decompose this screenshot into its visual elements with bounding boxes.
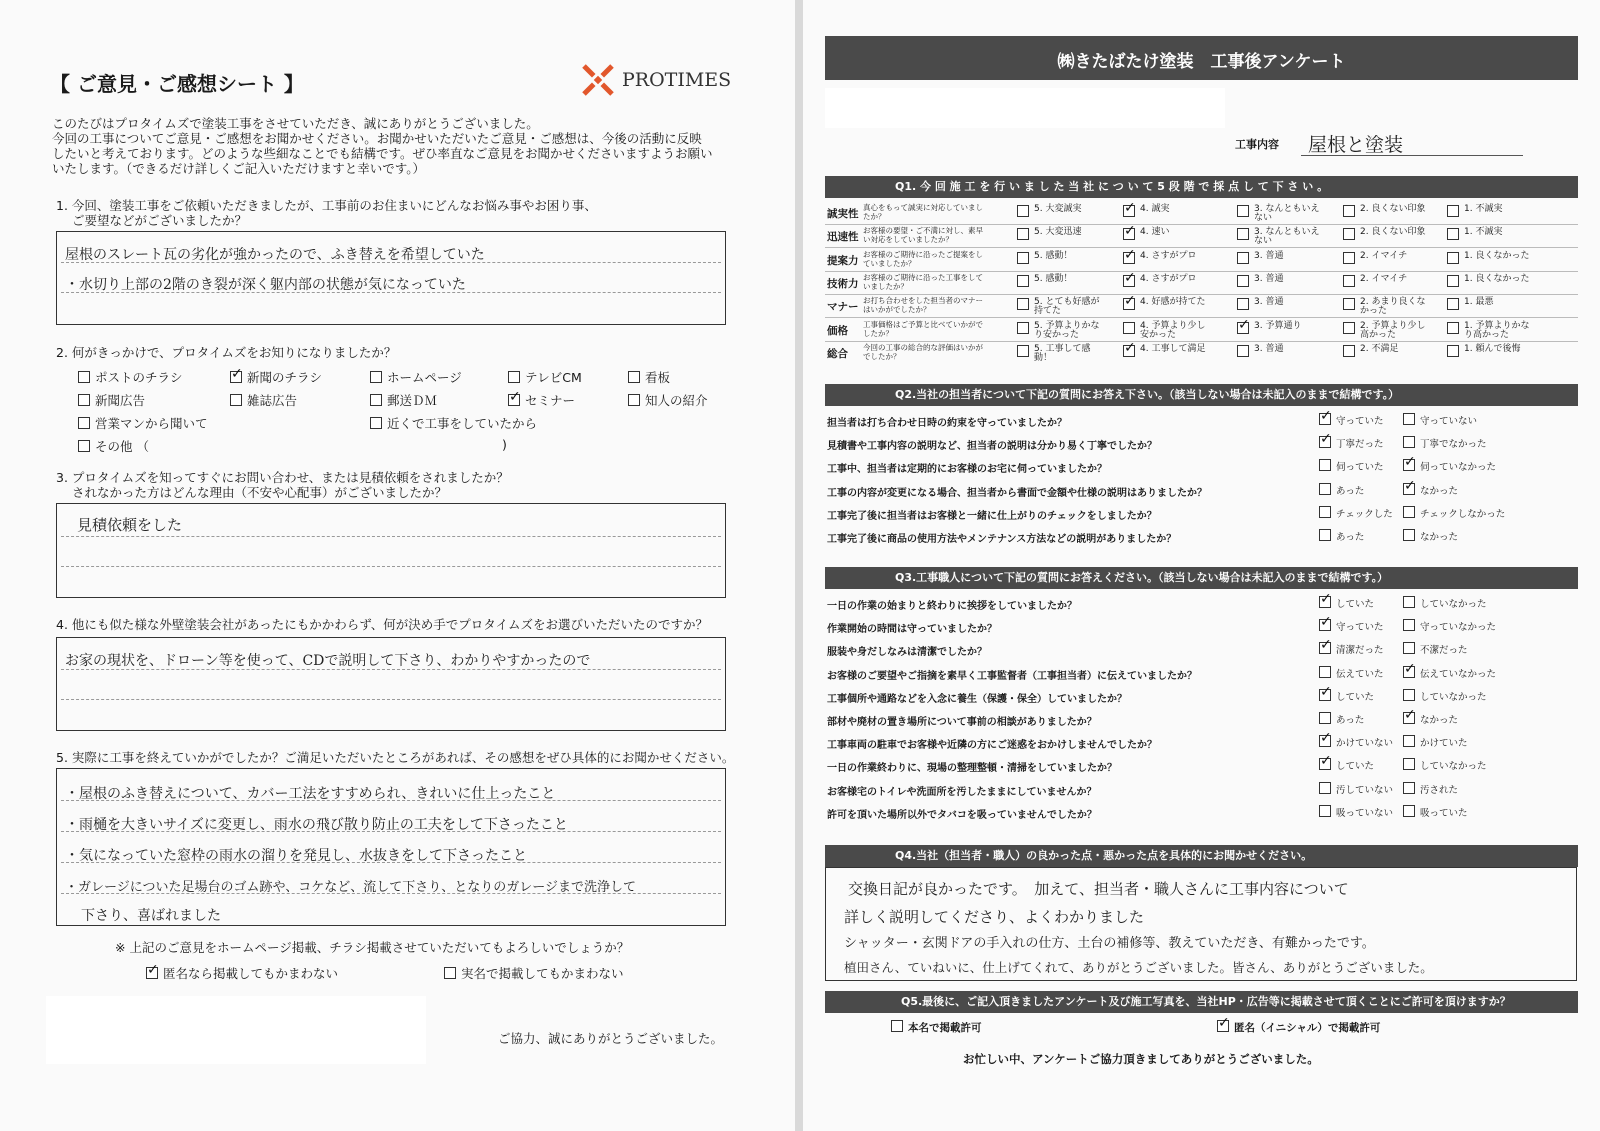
q3-answer-box[interactable] [56,503,726,598]
intro-line-4: いたします。（できるだけ詳しくご記入いただけますと幸いです。） [52,161,426,176]
answer-option-b[interactable]: 守っていない [1403,413,1477,427]
checkbox[interactable] [1343,322,1355,334]
q3-row [825,640,1578,662]
checkbox[interactable] [1319,712,1331,724]
q1-option[interactable]: ✓ 4. さすがプロ [1123,275,1196,289]
answer-option-a[interactable]: 伺っていた [1319,459,1384,473]
question-text: 許可を頂いた場所以外でタバコを吸っていませんでしたか？ [827,809,1097,821]
protimes-logo-icon [578,60,618,100]
q2-option-newspaper-ad[interactable]: 新聞広告 [78,391,145,409]
checkbox[interactable] [1403,596,1415,608]
question-text: 担当者は打ち合わせ日時の約束を守っていましたか？ [827,418,1067,429]
checkbox-checked[interactable] [1319,596,1331,608]
question-text: 部材や廃材の置き場所について事前の相談がありましたか？ [827,717,1097,728]
checkbox[interactable] [1447,275,1459,287]
publish-question: ※ 上記のご意見をホームページ掲載、チラシ掲載させていただいてもよろしいでしょうか？ [115,940,630,955]
checkbox[interactable] [1403,436,1415,448]
q1-option[interactable]: 2. イマイチ [1343,252,1407,266]
checkbox[interactable] [370,371,382,383]
answer-option-b[interactable]: ✓ なかった [1403,483,1458,497]
q1-option[interactable]: 1. 良くなかった [1447,275,1529,289]
checkbox-checked[interactable] [1123,345,1135,357]
survey-header [825,36,1578,80]
checkbox[interactable] [508,371,520,383]
answer-option-b[interactable]: していなかった [1403,758,1487,772]
q1-row-label: マナー [827,301,859,314]
q1-option[interactable]: 1. 予算よりかなり高かった [1447,322,1536,340]
checkbox[interactable] [1237,345,1249,357]
q1-option[interactable]: 3. 普通 [1237,298,1283,312]
q1-option[interactable]: 2. 良くない印象 [1343,205,1425,219]
checkbox[interactable] [370,394,382,406]
q1-title-bar: Q1. 今 回 施 工 を 行 い ま し た 当 社 に つ い て 5 段 階 で 採 点 し て 下 さ い 。 [825,176,1578,198]
right-page [803,0,1600,1131]
checkbox[interactable] [1403,642,1415,654]
q2-option-post-flyer[interactable]: ポストのチラシ [78,368,183,386]
checkbox[interactable] [1017,345,1029,357]
q1-row [825,225,1578,248]
checkbox[interactable] [1319,666,1331,678]
answer-option-b[interactable]: 汚された [1403,782,1458,796]
checkbox-checked[interactable] [1123,228,1135,240]
q2-row [825,481,1578,503]
checkbox[interactable] [1237,228,1249,240]
q2-option-direct-mail[interactable]: 郵送ＤＭ [370,391,437,409]
answer-option-a[interactable]: 汚していない [1319,782,1393,796]
checkbox[interactable] [1403,529,1415,541]
q1-option[interactable]: 5. 工事して感動！ [1017,345,1106,363]
answer-option-a[interactable]: チェックした [1319,506,1393,520]
q1-option[interactable]: ✓3. 予算通り [1237,322,1301,336]
q5-answer-3: ・気になっていた窓枠の雨水の溜りを発見し、水抜きをして下さったこと [65,848,527,864]
work-label: 工事内容 [1235,138,1279,151]
q1-option[interactable]: 3. 普通 [1237,275,1283,289]
checkbox-checked[interactable] [146,967,158,979]
q3-row [825,756,1578,778]
checkbox[interactable] [1403,782,1415,794]
checkbox[interactable] [230,394,242,406]
answer-option-a[interactable]: ✓ していた [1319,758,1374,772]
q1-option[interactable]: 4. 予算より少し安かった [1123,322,1212,340]
q1-row-question: お客様のご期待に沿ったご提案をしていましたか？ [863,249,983,268]
checkbox[interactable] [1017,275,1029,287]
checkbox[interactable] [1237,275,1249,287]
question-text: 工事完了後に担当者はお客様と一緒に仕上がりのチェックをしましたか？ [827,510,1157,522]
q3-row [825,594,1578,616]
checkbox[interactable] [78,440,90,452]
q1-option[interactable]: ✓ 4. さすがプロ [1123,252,1196,266]
q2-row [825,411,1578,433]
survey-header-title: ㈱きたばたけ塗装 工事後アンケート [1057,52,1346,72]
q5-answer-1: ・屋根のふき替えについて、カバー工法をすすめられ、きれいに仕上ったこと [65,786,556,802]
checkbox[interactable] [1447,298,1459,310]
q2-option-salesperson[interactable]: 営業マンから聞いて [78,414,208,432]
answer-option-b[interactable]: していなかった [1403,596,1487,610]
answer-option-a[interactable]: ✓ かけていない [1319,735,1393,749]
q1-option[interactable]: 1. 不誠実 [1447,205,1502,219]
checkbox[interactable] [1343,252,1355,264]
work-value: 屋根と塗装 [1308,134,1404,156]
checkbox[interactable] [78,371,90,383]
question-text: 作業開始の時間は守っていましたか？ [827,624,997,636]
answer-option-a[interactable]: ✓ 守っていた [1319,619,1384,633]
q2-option-newspaper-flyer[interactable]: ✓ 新聞のチラシ [230,368,322,386]
q1-option[interactable]: ✓ 4. 誠実 [1123,205,1169,219]
checkbox-checked[interactable] [1319,758,1331,770]
question-text: お客様宅のトイレや洗面所を汚したままにしていませんか？ [827,786,1097,798]
question-text: 工事車両の駐車でお客様や近隣の方にご迷惑をおかけしませんでしたか？ [827,740,1157,752]
q1-option[interactable]: 1. 最悪 [1447,298,1493,312]
checkbox-checked[interactable] [1319,642,1331,654]
checkbox[interactable] [891,1020,903,1032]
q1-option[interactable]: ✓ 4. 速い [1123,228,1169,242]
q1-row [825,295,1578,318]
checkbox[interactable] [1017,228,1029,240]
q1-option[interactable]: 2. 予算より少し高かった [1343,322,1432,340]
question-text: 一日の作業終わりに、現場の整理整頓・清掃をしていましたか？ [827,763,1117,775]
q2-title-bar: Q2.当社の担当者について下記の質問にお答え下さい。（該当しない場合は未記入のままで結構です。） [825,384,1578,406]
checkbox-checked[interactable] [1403,712,1415,724]
checkbox[interactable] [1319,459,1331,471]
question-text: 見積書や工事内容の説明など、担当者の説明は分かり易く丁寧でしたか？ [827,441,1157,453]
q5-answer-box[interactable] [56,768,726,926]
checkbox-checked[interactable] [1237,322,1249,334]
publish-option-real-name[interactable]: 実名で掲載してもかまわない [444,964,624,982]
checkbox-checked[interactable] [1123,205,1135,217]
q3-answer-1: 見積依頼をした [77,516,183,534]
checkbox[interactable] [1319,483,1331,495]
question-text: 一日の作業の始まりと終わりに挨拶をしていましたか？ [827,601,1077,612]
q2-option-tv-cm[interactable]: テレビCM [508,368,582,386]
q4-answer-3: シャッター・玄関ドアの手入れの仕方、土台の補修等、教えていただき、有難かったです。 [844,936,1375,951]
q1-option[interactable]: 3. 普通 [1237,345,1283,359]
question-text: 服装や身だしなみは清潔でしたか？ [827,647,987,659]
checkbox[interactable] [1403,689,1415,701]
q1-option[interactable]: 3. 普通 [1237,252,1283,266]
answer-option-a[interactable]: 吸っていない [1319,805,1393,819]
q3-text-1: 3. プロタイムズを知ってすぐにお問い合わせ、または見積依頼をされましたか？ [56,470,509,485]
q1-option[interactable]: 1. 頼んで後悔 [1447,345,1520,359]
q1-option[interactable]: ✓4. 工事して満足 [1123,345,1205,359]
q5-title-bar: Q5.最後に、ご記入頂きましたアンケート及び施工写真を、当社HP・広告等に掲載させて頂くことにご許可を頂けますか？ [825,991,1578,1013]
q4-answer-box[interactable] [56,637,726,731]
q1-text-1: 1. 今回、塗装工事をご依頼いただきましたが、工事前のお住まいにどんなお悩み事やお困り事、 [56,198,597,213]
sheet-title: 【 ご意見・ご感想シート 】 [50,72,304,96]
q1-row-question: 工事価格はご予算と比べていかがでしたか？ [863,319,983,338]
q5-text: 5. 実際に工事を終えていかがでしたか？ご満足いただいたところがあれば、その感想をぜひ具体的にお聞かせください。 [56,750,735,765]
q1-text-2: ご要望などがございましたか？ [72,213,248,228]
answer-option-b[interactable]: チェックしなかった [1403,506,1505,520]
q1-row [825,319,1578,342]
checkbox-checked[interactable] [508,394,520,406]
checkbox-checked[interactable] [1123,298,1135,310]
intro-line-3: したいと考えております。どのような些細なことでも結構です。ぜひ率直なご意見をお聞かせくださいますようお願い [52,146,713,161]
q1-option[interactable]: 1. 不誠実 [1447,228,1502,242]
answer-option-b[interactable]: かけていた [1403,735,1468,749]
q1-row-label: 技術力 [827,277,859,290]
q5-answer-2: ・雨樋を大きいサイズに変更し、雨水の飛び散り防止の工夫をして下さったこと [65,817,568,833]
answer-option-a[interactable]: あった [1319,529,1364,543]
q2-option-signboard[interactable]: 看板 [628,368,670,386]
q2-option-nearby-work[interactable]: 近くで工事をしていたから [370,414,537,432]
q1-row-label: 誠実性 [827,208,859,220]
redacted-area [46,996,426,1064]
answer-option-a[interactable]: あった [1319,712,1364,726]
answer-option-a[interactable]: あった [1319,483,1364,497]
checkbox[interactable] [78,394,90,406]
q1-option[interactable]: 5. 大変誠実 [1017,205,1081,219]
q2-option-referral[interactable]: 知人の紹介 [628,391,708,409]
answer-option-a[interactable]: 伝えていた [1319,666,1384,680]
q3-title-bar: Q3.工事職人について下記の質問にお答えください。（該当しない場合は未記入のままで結構です。） [825,567,1578,589]
q4-answer-box[interactable] [825,867,1577,981]
checkbox-checked[interactable] [230,371,242,383]
answer-option-b[interactable]: ✓ 伝えていなかった [1403,666,1496,680]
checkbox-checked[interactable] [1319,689,1331,701]
checkbox[interactable] [1343,205,1355,217]
q1-option[interactable]: 2. 良くない印象 [1343,228,1425,242]
q2-option-seminar[interactable]: ✓ セミナー [508,391,575,409]
answer-option-a[interactable]: ✓ していた [1319,689,1374,703]
q1-option[interactable]: 5. 予算よりかなり安かった [1017,322,1106,340]
checkbox[interactable] [1343,345,1355,357]
q1-row-question: 真心をもって誠実に対応していましたか？ [863,203,983,221]
answer-option-b[interactable]: ✓ なかった [1403,712,1458,726]
redacted-area [825,88,1225,128]
checkbox-checked[interactable] [1319,619,1331,631]
q1-option[interactable]: 3. なんともいえない [1237,228,1326,246]
question-text: 工事の内容が変更になる場合、担当者から書面で金額や仕様の説明はありましたか？ [827,487,1207,499]
checkbox[interactable] [1447,205,1459,217]
checkbox[interactable] [444,967,456,979]
checkbox[interactable] [1343,275,1355,287]
checkbox[interactable] [1403,506,1415,518]
q1-option[interactable]: 5. 大変迅速 [1017,228,1081,242]
answer-option-a[interactable]: ✓ 丁寧だった [1319,436,1384,450]
q1-row-question: お客様のご期待に沿った工事をしていましたか？ [863,272,983,291]
checkbox[interactable] [78,417,90,429]
answer-option-b[interactable]: 丁寧でなかった [1403,436,1487,450]
checkbox[interactable] [1017,298,1029,310]
answer-option-b[interactable]: 守っていなかった [1403,619,1496,633]
checkbox-checked[interactable] [1319,436,1331,448]
q3-row [825,710,1578,732]
q4-answer-2: 詳しく説明してくださり、よくわかりました [844,908,1145,926]
checkbox[interactable] [1447,322,1459,334]
checkbox[interactable] [1403,619,1415,631]
checkbox[interactable] [1123,322,1135,334]
q1-option[interactable]: 3. なんともいえない [1237,205,1326,223]
answer-option-b[interactable]: ✓ 伺っていなかった [1403,459,1496,473]
intro-line-1: このたびはプロタイムズで塗装工事をさせていただき、誠にありがとうございました。 [52,116,539,131]
q5-option-real-name[interactable]: 本名で掲載許可 [891,1020,982,1035]
checkbox[interactable] [1343,228,1355,240]
checkbox[interactable] [628,371,640,383]
checkbox[interactable] [1017,322,1029,334]
q2-option-magazine-ad[interactable]: 雑誌広告 [230,391,297,409]
q5-option-initials[interactable]: ✓ 匿名（イニシャル）で掲載許可 [1217,1020,1380,1035]
q1-row [825,249,1578,272]
checkbox-checked[interactable] [1403,666,1415,678]
q1-row [825,272,1578,295]
q3-row [825,687,1578,709]
answer-option-b[interactable]: していなかった [1403,689,1487,703]
answer-option-a[interactable]: ✓ 清潔だった [1319,642,1384,656]
q3-row [825,803,1578,825]
q4-title-bar: Q4.当社（担当者・職人）の良かった点・悪かった点を具体的にお聞かせください。 [825,845,1578,867]
q1-option[interactable]: 2. あまり良くなかった [1343,298,1432,316]
q5-answer-5: 下さり、喜ばれました [81,908,221,924]
q1-row-label: 価格 [827,324,848,337]
q4-answer-4: 植田さん、ていねいに、仕上げてくれて、ありがとうございました。皆さん、ありがとうございました。 [844,960,1433,975]
question-text: 工事中、担当者は定期的にお客様のお宅に伺っていましたか？ [827,464,1107,476]
q1-row-label: 迅速性 [827,231,859,244]
question-text: お客様のご要望やご指摘を素早く工事監督者（工事担当者）に伝えていましたか？ [827,670,1197,682]
q1-option[interactable]: 5. 感動！ [1017,252,1072,266]
checkbox[interactable] [1319,506,1331,518]
checkbox[interactable] [1403,413,1415,425]
q1-option[interactable]: 1. 良くなかった [1447,252,1529,266]
q2-row [825,527,1578,549]
q1-row-label: 総合 [827,347,848,360]
question-text: 工事完了後に商品の使用方法やメンテナンス方法などの説明がありましたか？ [827,534,1177,545]
q2-row [825,457,1578,479]
checkbox[interactable] [1017,205,1029,217]
q3-text-2: されなかった方はどんな理由（不安や心配事）がございましたか？ [72,485,448,500]
q3-row [825,617,1578,639]
checkbox[interactable] [628,394,640,406]
checkbox[interactable] [1447,228,1459,240]
q1-row-question: お打ち合わせをした担当者のマナーはいかがでしたか？ [863,296,983,315]
checkbox-checked[interactable] [1319,735,1331,747]
checkbox[interactable] [370,417,382,429]
checkbox[interactable] [1403,758,1415,770]
q1-row [825,202,1578,225]
checkbox[interactable] [1343,298,1355,310]
q2-text: 2. 何がきっかけで、プロタイムズをお知りになりましたか？ [56,345,397,360]
checkbox[interactable] [1237,252,1249,264]
work-underline [1301,155,1523,156]
answer-option-b[interactable]: 吸っていた [1403,805,1468,819]
q2-row [825,434,1578,456]
footer-thanks: お忙しい中、アンケートご協力頂きましてありがとうございました。 [963,1052,1319,1066]
checkbox[interactable] [1319,529,1331,541]
intro-line-2: 今回の工事についてご意見・ご感想をお聞かせください。お聞かせいただいたご意見・ご感想は、今後の活動に反映 [52,131,702,146]
checkbox[interactable] [1237,298,1249,310]
checkbox-checked[interactable] [1123,275,1135,287]
q2-other-close-paren: ) [502,437,507,452]
q2-option-homepage[interactable]: ホームページ [370,368,462,386]
checkbox-checked[interactable] [1403,459,1415,471]
checkbox[interactable] [1017,252,1029,264]
brand-name: PROTIMES [622,69,732,91]
q4-answer-1: お家の現状を、ドローン等を使って、CDで説明して下さり、わかりやすかったので [65,653,591,669]
answer-option-a[interactable]: ✓ していた [1319,596,1374,610]
q1-row-question: お客様の要望・ご不満に対し、素早い対応をしていましたか？ [863,226,983,245]
publish-option-anonymous[interactable]: ✓匿名なら掲載してもかまわない [146,964,338,982]
q1-answer-box[interactable] [56,231,726,325]
question-text: 工事個所や通路などを入念に養生（保護・保全）していましたか？ [827,693,1127,705]
checkbox[interactable] [1403,735,1415,747]
q1-row-question: 今回の工事の総合的な評価はいかがでしたか？ [863,342,983,361]
q3-row [825,733,1578,755]
q1-option[interactable]: 2. イマイチ [1343,275,1407,289]
q3-row [825,664,1578,686]
q1-option[interactable]: 5. とても好感が持てた [1017,298,1106,316]
thanks-text: ご協力、誠にありがとうございました。 [498,1031,724,1046]
left-page [0,0,795,1131]
checkbox[interactable] [1403,805,1415,817]
answer-option-a[interactable]: ✓ 守っていた [1319,413,1384,427]
q4-text: 4. 他にも似た様な外壁塗装会社があったにもかかわらず、何が決め手でプロタイムズをお選びいただいたのですか？ [56,617,709,632]
q1-row-label: 提案力 [827,254,859,267]
answer-option-b[interactable]: なかった [1403,529,1458,543]
q1-option[interactable]: 5. 感動！ [1017,275,1072,289]
q1-answer-1: 屋根のスレート瓦の劣化が強かったので、ふき替えを希望していた [65,247,485,263]
checkbox[interactable] [1447,345,1459,357]
q3-row [825,780,1578,802]
q2-option-other[interactable]: その他 （ [78,437,149,455]
q4-answer-1: 交換日記が良かったです。 加えて、担当者・職人さんに工事内容について [848,880,1349,898]
q2-row [825,504,1578,526]
checkbox-checked[interactable] [1403,483,1415,495]
checkbox[interactable] [1447,252,1459,264]
answer-option-b[interactable]: 不潔だった [1403,642,1468,656]
checkbox-checked[interactable] [1319,413,1331,425]
q1-row [825,342,1578,364]
q5-answer-4: ・ガレージについた足場台のゴム跡や、コケなど、流して下さり、となりのガレージまで洗浄して [65,880,636,895]
q1-option[interactable]: 2. 不満足 [1343,345,1398,359]
checkbox[interactable] [1319,805,1331,817]
checkbox-checked[interactable] [1123,252,1135,264]
checkbox[interactable] [1319,782,1331,794]
checkbox[interactable] [1237,205,1249,217]
q1-answer-2: ・水切り上部の2階のき裂が深く躯内部の状態が気になっていた [65,277,466,293]
checkbox-checked[interactable] [1217,1020,1229,1032]
q1-option[interactable]: ✓4. 好感が持てた [1123,298,1205,312]
